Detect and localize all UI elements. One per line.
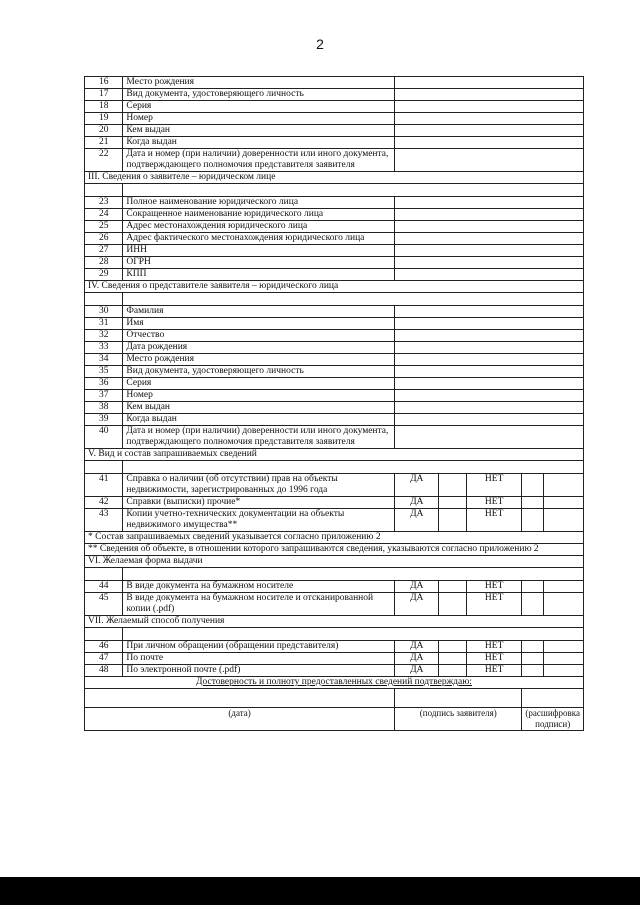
row-end-cell	[543, 593, 583, 616]
row-number: 36	[85, 378, 123, 390]
row-label: Справки (выписки) прочие*	[123, 497, 395, 509]
signature-field[interactable]	[395, 689, 522, 708]
yes-option: ДА	[395, 653, 439, 665]
value-field[interactable]	[395, 221, 584, 233]
table-row	[85, 269, 584, 281]
row-label: Отчество	[123, 330, 395, 342]
table-row	[85, 233, 584, 245]
table-row	[85, 209, 584, 221]
value-field[interactable]	[395, 306, 584, 318]
signature-caption: (подпись заявителя)	[395, 708, 522, 731]
table-row	[85, 581, 584, 593]
no-option: НЕТ	[466, 641, 521, 653]
no-option: НЕТ	[466, 509, 521, 532]
row-number: 26	[85, 233, 123, 245]
row-label: Сокращенное наименование юридического лица	[123, 209, 395, 221]
row-number: 43	[85, 509, 123, 532]
value-field[interactable]	[395, 402, 584, 414]
row-number: 17	[85, 89, 123, 101]
row-number: 23	[85, 197, 123, 209]
blank-cell	[123, 568, 584, 581]
table-row	[85, 414, 584, 426]
blank-row	[85, 184, 584, 197]
blank-cell	[123, 461, 584, 474]
table-row	[85, 653, 584, 665]
row-number: 39	[85, 414, 123, 426]
value-field[interactable]	[395, 318, 584, 330]
value-field[interactable]	[395, 330, 584, 342]
row-number: 16	[85, 77, 123, 89]
value-field[interactable]	[395, 378, 584, 390]
blank-cell	[85, 184, 123, 197]
row-label: По почте	[123, 653, 395, 665]
yes-option: ДА	[395, 509, 439, 532]
value-field[interactable]	[395, 125, 584, 137]
table-row	[85, 330, 584, 342]
row-label: Серия	[123, 101, 395, 113]
yes-option: ДА	[395, 593, 439, 616]
table-row	[85, 641, 584, 653]
value-field[interactable]	[395, 209, 584, 221]
value-field[interactable]	[395, 366, 584, 378]
page-number: 2	[316, 36, 324, 52]
table-row	[85, 137, 584, 149]
table-row	[85, 89, 584, 101]
blank-row	[85, 293, 584, 306]
table-row	[85, 113, 584, 125]
table-row	[85, 390, 584, 402]
row-end-cell	[543, 509, 583, 532]
row-number: 20	[85, 125, 123, 137]
table-row	[85, 306, 584, 318]
no-checkbox[interactable]	[522, 581, 543, 593]
value-field[interactable]	[395, 89, 584, 101]
row-end-cell	[543, 641, 583, 653]
section-heading-row	[85, 281, 584, 293]
row-number: 19	[85, 113, 123, 125]
no-option: НЕТ	[466, 593, 521, 616]
table-row	[85, 77, 584, 89]
row-number: 28	[85, 257, 123, 269]
footnote-row	[85, 532, 584, 544]
row-label: Вид документа, удостоверяющего личность	[123, 366, 395, 378]
value-field[interactable]	[395, 233, 584, 245]
row-label: Дата и номер (при наличии) доверенности или иного документа, подтверждающего полномочия представителя заявителя	[123, 149, 395, 172]
row-number: 42	[85, 497, 123, 509]
blank-cell	[123, 184, 584, 197]
table-row	[85, 402, 584, 414]
no-option: НЕТ	[466, 581, 521, 593]
row-label: Вид документа, удостоверяющего личность	[123, 89, 395, 101]
value-field[interactable]	[395, 269, 584, 281]
row-number: 21	[85, 137, 123, 149]
row-number: 33	[85, 342, 123, 354]
blank-cell	[123, 293, 584, 306]
section-heading: III. Сведения о заявителе – юридическом лице	[85, 172, 584, 184]
table-row	[85, 101, 584, 113]
yes-checkbox[interactable]	[439, 509, 467, 532]
row-number: 30	[85, 306, 123, 318]
row-end-cell	[543, 497, 583, 509]
table-row	[85, 593, 584, 616]
row-label: Место рождения	[123, 354, 395, 366]
blank-row	[85, 568, 584, 581]
no-checkbox[interactable]	[522, 497, 543, 509]
value-field[interactable]	[395, 149, 584, 172]
no-checkbox[interactable]	[522, 653, 543, 665]
yes-checkbox[interactable]	[439, 665, 467, 677]
row-number: 24	[85, 209, 123, 221]
row-number: 40	[85, 426, 123, 449]
row-number: 31	[85, 318, 123, 330]
row-label: ИНН	[123, 245, 395, 257]
row-number: 27	[85, 245, 123, 257]
section-heading-row	[85, 556, 584, 568]
row-number: 38	[85, 402, 123, 414]
row-number: 22	[85, 149, 123, 172]
value-field[interactable]	[395, 257, 584, 269]
row-label: Адрес местонахождения юридического лица	[123, 221, 395, 233]
scan-bottom-bar	[0, 877, 640, 905]
row-label: Адрес фактического местонахождения юридического лица	[123, 233, 395, 245]
row-number: 45	[85, 593, 123, 616]
row-number: 47	[85, 653, 123, 665]
table-row	[85, 509, 584, 532]
row-label: Копии учетно-технических документации на объекты недвижимого имущества**	[123, 509, 395, 532]
yes-option: ДА	[395, 641, 439, 653]
no-checkbox[interactable]	[522, 474, 543, 497]
row-label: При личном обращении (обращении представителя)	[123, 641, 395, 653]
yes-checkbox[interactable]	[439, 653, 467, 665]
no-checkbox[interactable]	[522, 665, 543, 677]
value-field[interactable]	[395, 342, 584, 354]
table-row	[85, 378, 584, 390]
signature-space-row	[85, 689, 584, 708]
value-field[interactable]	[395, 101, 584, 113]
decoding-field[interactable]	[522, 689, 584, 708]
confirmation-row	[85, 677, 584, 689]
row-label: Дата и номер (при наличии) доверенности или иного документа, подтверждающего полномочия представителя заявителя	[123, 426, 395, 449]
section-heading: V. Вид и состав запрашиваемых сведений	[85, 449, 584, 461]
row-number: 41	[85, 474, 123, 497]
table-row	[85, 497, 584, 509]
row-label: По электронной почте (.pdf)	[123, 665, 395, 677]
row-end-cell	[543, 474, 583, 497]
row-label: Номер	[123, 113, 395, 125]
row-number: 32	[85, 330, 123, 342]
value-field[interactable]	[395, 414, 584, 426]
no-option: НЕТ	[466, 474, 521, 497]
row-label: В виде документа на бумажном носителе	[123, 581, 395, 593]
footnote-row	[85, 544, 584, 556]
row-number: 29	[85, 269, 123, 281]
no-checkbox[interactable]	[522, 509, 543, 532]
table-row	[85, 426, 584, 449]
value-field[interactable]	[395, 245, 584, 257]
value-field[interactable]	[395, 426, 584, 449]
section-heading-row	[85, 449, 584, 461]
yes-option: ДА	[395, 497, 439, 509]
value-field[interactable]	[395, 197, 584, 209]
section-heading: VI. Желаемая форма выдачи	[85, 556, 584, 568]
row-label: Имя	[123, 318, 395, 330]
table-row	[85, 197, 584, 209]
yes-option: ДА	[395, 474, 439, 497]
table-row	[85, 474, 584, 497]
decoding-caption: (расшифровка подписи)	[522, 708, 584, 731]
row-end-cell	[543, 581, 583, 593]
date-field[interactable]	[85, 689, 395, 708]
row-label: Справка о наличии (об отсутствии) прав на объекты недвижимости, зарегистрированных до 1996 года	[123, 474, 395, 497]
section-heading-row	[85, 616, 584, 628]
row-number: 37	[85, 390, 123, 402]
row-end-cell	[543, 653, 583, 665]
yes-checkbox[interactable]	[439, 474, 467, 497]
blank-cell	[85, 293, 123, 306]
no-option: НЕТ	[466, 665, 521, 677]
yes-option: ДА	[395, 581, 439, 593]
no-option: НЕТ	[466, 653, 521, 665]
value-field[interactable]	[395, 113, 584, 125]
row-label: Место рождения	[123, 77, 395, 89]
table-row	[85, 149, 584, 172]
table-row	[85, 245, 584, 257]
row-number: 25	[85, 221, 123, 233]
yes-checkbox[interactable]	[439, 641, 467, 653]
date-caption: (дата)	[85, 708, 395, 731]
row-number: 35	[85, 366, 123, 378]
row-label: Когда выдан	[123, 137, 395, 149]
section-heading: IV. Сведения о представителе заявителя – юридического лица	[85, 281, 584, 293]
table-row	[85, 366, 584, 378]
yes-checkbox[interactable]	[439, 497, 467, 509]
row-number: 18	[85, 101, 123, 113]
request-form-table	[84, 76, 584, 731]
yes-checkbox[interactable]	[439, 581, 467, 593]
blank-cell	[123, 628, 584, 641]
confirmation-text: Достоверность и полноту предоставленных сведений подтверждаю:	[85, 677, 584, 689]
row-number: 44	[85, 581, 123, 593]
row-label: Номер	[123, 390, 395, 402]
row-label: Кем выдан	[123, 402, 395, 414]
blank-cell	[85, 628, 123, 641]
row-label: Дата рождения	[123, 342, 395, 354]
value-field[interactable]	[395, 77, 584, 89]
footnote: ** Сведения об объекте, в отношении которого запрашиваются сведения, указываются согласно приложению 2	[85, 544, 584, 556]
row-label: Полное наименование юридического лица	[123, 197, 395, 209]
no-option: НЕТ	[466, 497, 521, 509]
row-label: В виде документа на бумажном носителе и отсканированной копии (.pdf)	[123, 593, 395, 616]
table-row	[85, 257, 584, 269]
section-heading-row	[85, 172, 584, 184]
table-row	[85, 354, 584, 366]
row-label: Фамилия	[123, 306, 395, 318]
yes-checkbox[interactable]	[439, 593, 467, 616]
row-number: 46	[85, 641, 123, 653]
row-label: Серия	[123, 378, 395, 390]
value-field[interactable]	[395, 137, 584, 149]
row-label: КПП	[123, 269, 395, 281]
row-label: ОГРН	[123, 257, 395, 269]
table-row	[85, 342, 584, 354]
value-field[interactable]	[395, 390, 584, 402]
table-row	[85, 125, 584, 137]
table-row	[85, 665, 584, 677]
row-label: Кем выдан	[123, 125, 395, 137]
section-heading: VII. Желаемый способ получения	[85, 616, 584, 628]
signature-caption-row	[85, 708, 584, 731]
blank-row	[85, 628, 584, 641]
table-row	[85, 318, 584, 330]
table-row	[85, 221, 584, 233]
no-checkbox[interactable]	[522, 641, 543, 653]
footnote: * Состав запрашиваемых сведений указывается согласно приложению 2	[85, 532, 584, 544]
blank-row	[85, 461, 584, 474]
blank-cell	[85, 568, 123, 581]
row-end-cell	[543, 665, 583, 677]
value-field[interactable]	[395, 354, 584, 366]
no-checkbox[interactable]	[522, 593, 543, 616]
yes-option: ДА	[395, 665, 439, 677]
row-label: Когда выдан	[123, 414, 395, 426]
blank-cell	[85, 461, 123, 474]
row-number: 34	[85, 354, 123, 366]
row-number: 48	[85, 665, 123, 677]
